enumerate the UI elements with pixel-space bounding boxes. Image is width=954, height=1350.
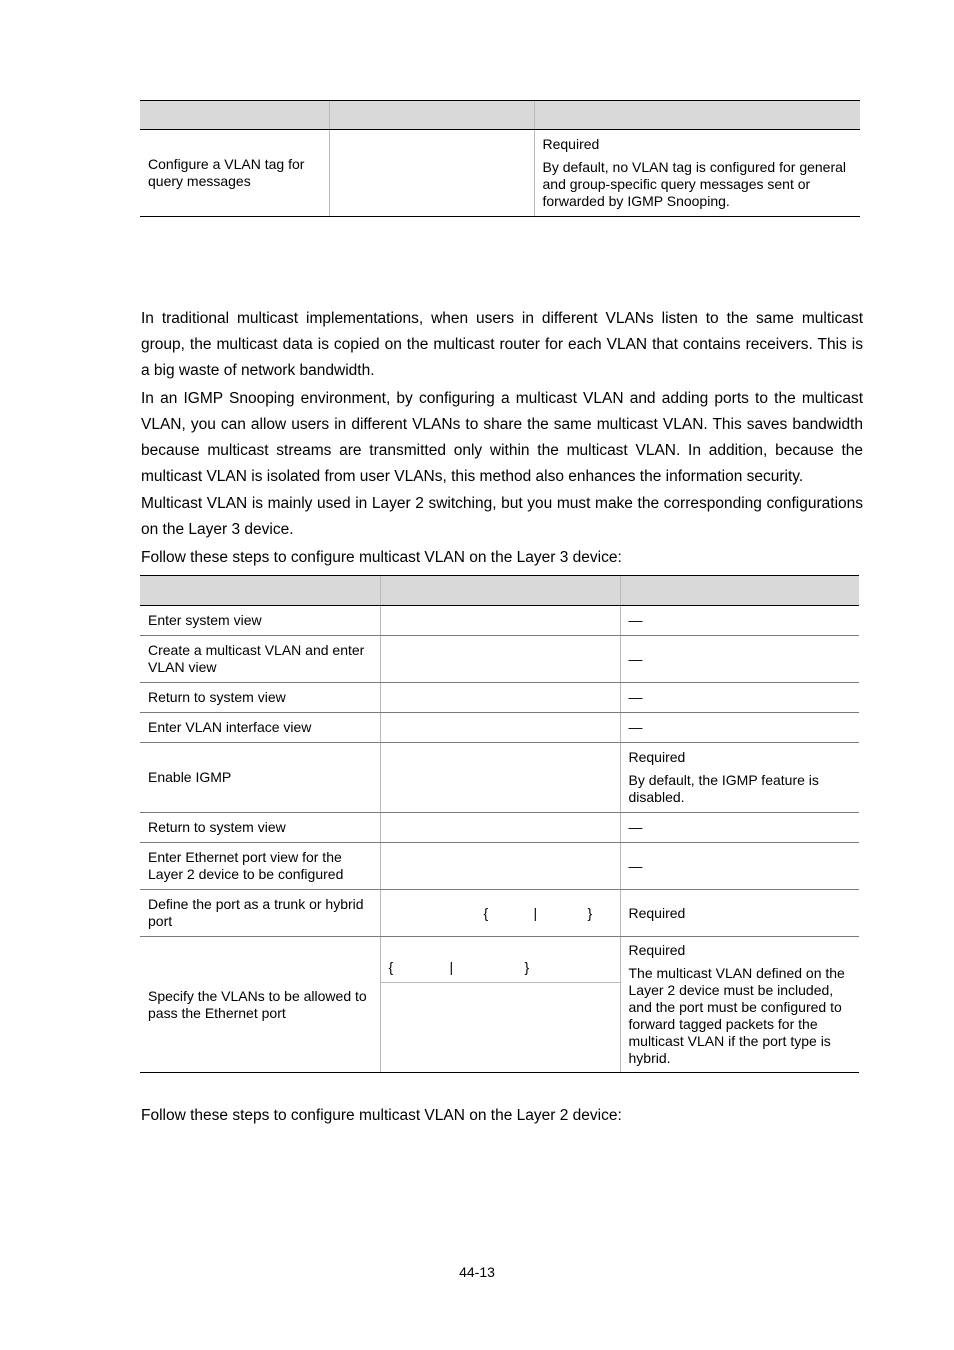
table-vlan-tag-query — [140, 100, 860, 217]
paragraph-layer3-intro: Follow these steps to configure multicast VLAN on the Layer 3 device: — [141, 549, 622, 566]
command-cell — [380, 890, 620, 937]
paragraph-traditional-multicast: In traditional multicast implementations, when users in different VLANs listen to the same multicast group, the multicast data is copied on the multicast router for each VLAN that contains receivers. This is a big waste of network bandwidth. — [141, 310, 863, 379]
remarks-cell — [620, 937, 859, 1073]
table-header-row — [140, 101, 860, 130]
table-row — [140, 890, 859, 937]
command-cell — [380, 843, 620, 890]
remark-required: Required — [628, 749, 686, 765]
operation-cell: Define the port as a trunk or hybrid port — [140, 890, 380, 937]
page-number: 44-13 — [459, 1264, 495, 1280]
operation-cell: Enter VLAN interface view — [140, 713, 380, 743]
brace-open-symbol: { — [483, 904, 489, 921]
table-row — [140, 937, 859, 1073]
operation-cell: Configure a VLAN tag for query messages — [140, 130, 329, 217]
remark-detail: The multicast VLAN defined on the Layer 2 device must be included, and the port must be configured to forward tagged packets for the multicast VLAN if the port type is hybrid. — [628, 965, 845, 1066]
remarks-cell — [620, 743, 859, 813]
remark-required: Required — [542, 136, 600, 152]
remarks-cell: — — [620, 606, 859, 636]
table-row — [140, 606, 859, 636]
remarks-cell: — — [620, 843, 859, 890]
remarks-cell: — — [620, 813, 859, 843]
operation-cell: Enter system view — [140, 606, 380, 636]
pipe-symbol: | — [533, 904, 538, 921]
command-cell — [380, 606, 620, 636]
operation-cell: Specify the VLANs to be allowed to pass the Ethernet port — [140, 937, 380, 1073]
remarks-cell: — — [620, 683, 859, 713]
table-row — [140, 130, 860, 217]
operation-cell: Create a multicast VLAN and enter VLAN view — [140, 636, 380, 683]
pipe-symbol: | — [449, 959, 454, 975]
table-row — [140, 683, 859, 713]
remarks-cell: — — [620, 636, 859, 683]
operation-cell: Enable IGMP — [140, 743, 380, 813]
paragraph-igmp-snooping: In an IGMP Snooping environment, by configuring a multicast VLAN and adding ports to the multicast VLAN, you can allow users in different VLANs to share the same multicast VLAN. This saves bandwidth because multicast streams are transmitted only within the multicast VLAN. In addition, because the multicast VLAN is isolated from user VLANs, this method also enhances the information security. — [141, 390, 863, 485]
table-row — [140, 813, 859, 843]
remarks-cell — [534, 130, 860, 217]
operation-cell: Return to system view — [140, 683, 380, 713]
command-sub-row — [381, 937, 620, 983]
table-row — [140, 843, 859, 890]
remarks-cell: — — [620, 713, 859, 743]
table-row — [140, 636, 859, 683]
command-cell — [380, 937, 620, 1073]
command-cell — [380, 743, 620, 813]
brace-close-symbol: } — [587, 904, 593, 921]
table-row — [140, 713, 859, 743]
brace-open-symbol: { — [388, 959, 394, 975]
table-header-row — [140, 576, 859, 606]
table-layer3-multicast-vlan — [140, 575, 859, 1073]
remark-required: Required — [628, 942, 686, 958]
table-row — [140, 743, 859, 813]
remarks-cell: Required — [620, 890, 859, 937]
command-cell — [380, 713, 620, 743]
remark-detail: By default, no VLAN tag is configured for general and group-specific query messages sent or forwarded by IGMP Snooping. — [542, 159, 847, 209]
paragraph-layer2-intro: Follow these steps to configure multicast VLAN on the Layer 2 device: — [141, 1107, 622, 1124]
paragraph-layer2-switching: Multicast VLAN is mainly used in Layer 2 switching, but you must make the corresponding configurations on the Layer 3 device. — [141, 495, 863, 538]
command-cell — [380, 636, 620, 683]
brace-close-symbol: } — [524, 959, 530, 975]
command-cell — [329, 130, 534, 217]
operation-cell: Return to system view — [140, 813, 380, 843]
command-cell — [380, 813, 620, 843]
port-permit-vlan-command — [389, 959, 609, 976]
command-cell — [380, 683, 620, 713]
remark-detail: By default, the IGMP feature is disabled. — [628, 772, 819, 805]
operation-cell: Enter Ethernet port view for the Layer 2 device to be configured — [140, 843, 380, 890]
port-link-type-command — [389, 905, 612, 922]
